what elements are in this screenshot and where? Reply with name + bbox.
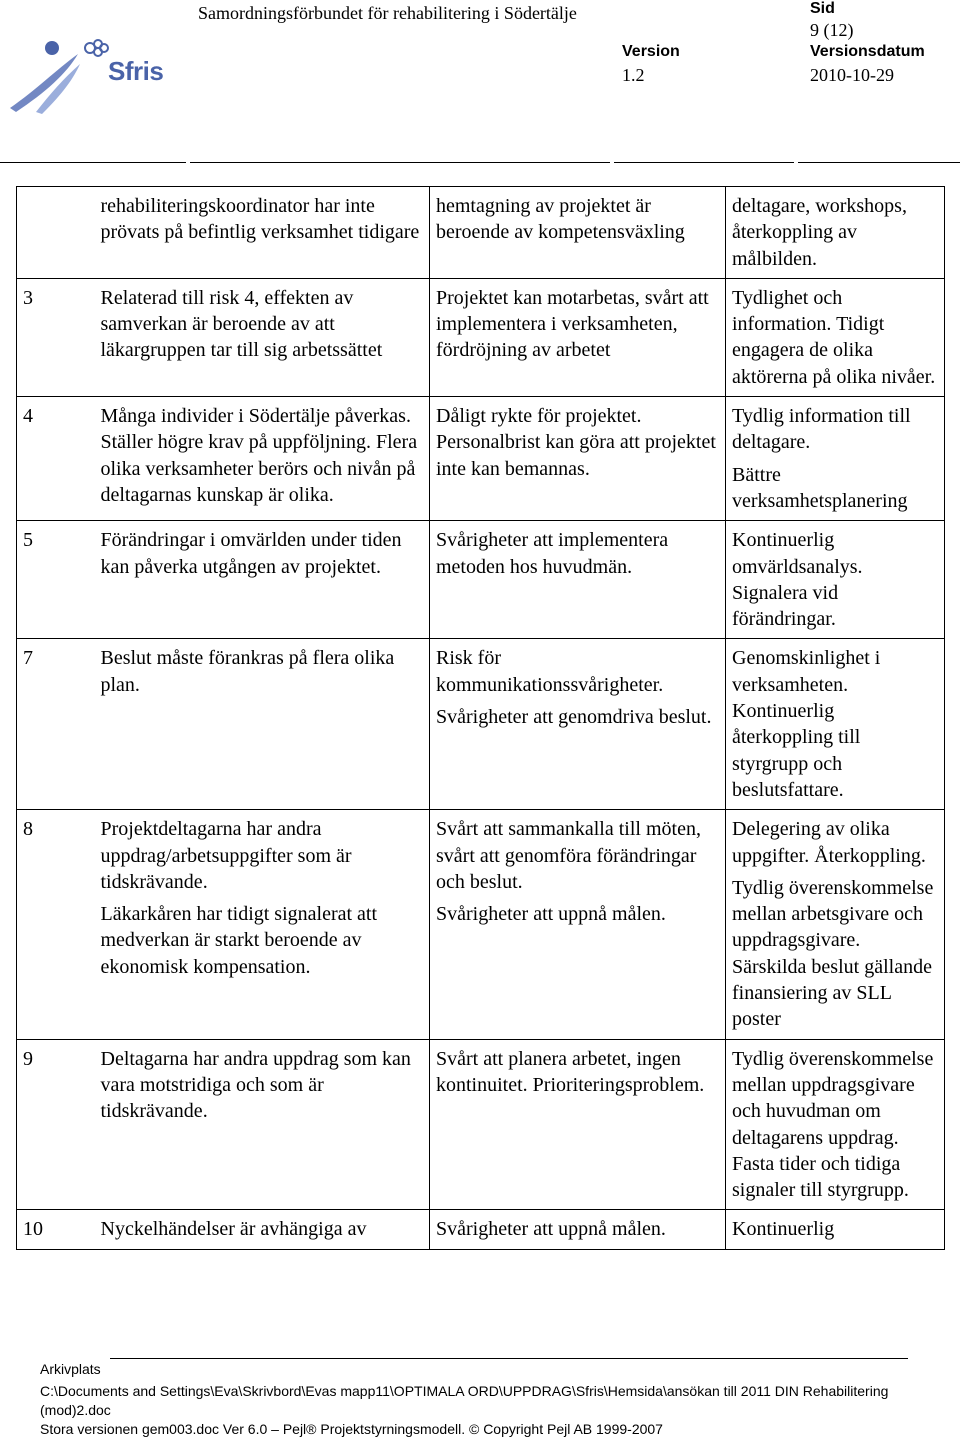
table-row: [17, 1039, 945, 1210]
risk-consequence-cell: [430, 278, 726, 396]
version-value: 1.2: [622, 65, 645, 85]
risk-table: [16, 186, 945, 1250]
header-divider: [190, 162, 610, 163]
table-row: [17, 1210, 945, 1249]
table-row: [17, 187, 945, 279]
risk-number-cell: 4: [17, 397, 97, 521]
risk-action-cell: [726, 1210, 945, 1249]
risk-description-cell: [97, 1039, 430, 1210]
risk-number-cell: 3: [17, 278, 97, 396]
risk-action-cell: [726, 1039, 945, 1210]
cell-paragraph: Svårigheter att uppnå målen.: [436, 1218, 666, 1241]
risk-description-cell: [97, 810, 430, 1039]
table-row: [17, 278, 945, 396]
cell-paragraph: Nyckelhändelser är avhängiga av: [100, 1218, 367, 1241]
risk-consequence-cell: [430, 187, 726, 279]
risk-action-cell: [726, 278, 945, 396]
cell-paragraph: Förändringar i omvärlden under tiden kan påverka utgången av projektet.: [100, 529, 402, 578]
cell-paragraph: deltagare, workshops, återkoppling av målbilden.: [732, 195, 907, 270]
cell-paragraph: Risk för kommunikationssvårigheter.: [436, 647, 664, 696]
cell-paragraph: Kontinuerlig: [732, 1218, 835, 1241]
risk-description-cell: [97, 187, 430, 279]
table-row: [17, 521, 945, 639]
risk-consequence-cell: [430, 1039, 726, 1210]
cell-paragraph: Svårigheter att uppnå målen.: [436, 903, 666, 926]
cell-paragraph: Svårt att planera arbetet, ingen kontinuitet. Prioriteringsproblem.: [436, 1047, 705, 1096]
cell-paragraph: hemtagning av projektet är beroende av kompetensväxling: [436, 195, 685, 244]
cell-paragraph: Tydlig information till deltagare.: [732, 405, 911, 454]
cell-paragraph: Genomskinlighet i verksamheten. Kontinuerlig återkoppling till styrgrupp och beslutsfattare.: [732, 647, 881, 801]
risk-action-cell: [726, 521, 945, 639]
risk-action-cell: [726, 810, 945, 1039]
logo-text: Sfris: [108, 56, 164, 86]
risk-description-cell: [97, 521, 430, 639]
cell-paragraph: Projektdeltagarna har andra uppdrag/arbetsuppgifter som är tidskrävande.: [100, 818, 352, 893]
archive-label: Arkivplats: [40, 1361, 101, 1377]
cell-paragraph: Projektet kan motarbetas, svårt att implementera i verksamheten, fördröjning av arbetet: [436, 286, 709, 362]
header-divider: [614, 162, 794, 163]
risk-number-cell: 7: [17, 639, 97, 810]
version-date-value: 2010-10-29: [810, 65, 894, 85]
footer-divider: [110, 1358, 908, 1359]
page-label: Sid: [810, 0, 835, 17]
cell-paragraph: Dåligt rykte för projektet. Personalbrist kan göra att projektet inte kan bemannas.: [436, 405, 716, 480]
cell-paragraph: Många individer i Södertälje påverkas. Ställer högre krav på uppföljning. Flera olika verksamheter berörs och nivån på deltagarnas kunskap är olika.: [100, 405, 418, 506]
risk-consequence-cell: [430, 639, 726, 810]
risk-action-cell: [726, 397, 945, 521]
cell-paragraph: Beslut måste förankras på flera olika plan.: [100, 647, 395, 696]
risk-number-cell: 10: [17, 1210, 97, 1249]
header-divider: [0, 162, 186, 163]
cell-paragraph: Läkarkåren har tidigt signalerat att medverkan är starkt beroende av ekonomisk kompensation.: [100, 903, 378, 978]
header-divider: [798, 162, 960, 163]
table-row: [17, 639, 945, 810]
version-label: Version: [622, 43, 680, 60]
cell-paragraph: Tydlig överenskommelse mellan arbetsgivare och uppdragsgivare. Särskilda beslut gällande finansiering av SLL poster: [732, 876, 934, 1031]
risk-number-cell: 9: [17, 1039, 97, 1210]
risk-consequence-cell: [430, 397, 726, 521]
organization-name: Samordningsförbundet för rehabilitering i Södertälje: [198, 3, 577, 23]
cell-paragraph: Relaterad till risk 4, effekten av samverkan är beroende av att läkargruppen tar till sig arbetssättet: [100, 286, 383, 362]
template-notice: Stora versionen gem003.doc Ver 6.0 – Pejl® Projektstyrningsmodell. © Copyright Pejl AB 1999-2007: [40, 1421, 663, 1437]
risk-consequence-cell: [430, 1210, 726, 1249]
risk-description-cell: [97, 1210, 430, 1249]
archive-path: C:\Documents and Settings\Eva\Skrivbord\Evas mapp11\OPTIMALA ORD\UPPDRAG\Sfris\Hemsida\ansökan till 2011 DIN Rehabilitering (mod)2.doc: [40, 1383, 889, 1418]
cell-paragraph: Svårt att sammankalla till möten, svårt att genomföra förändringar och beslut.: [436, 818, 701, 893]
cell-paragraph: Delegering av olika uppgifter. Återkoppling.: [732, 818, 926, 867]
cell-paragraph: Svårigheter att implementera metoden hos huvudmän.: [436, 529, 669, 578]
page-number: 9 (12): [810, 20, 854, 40]
risk-number-cell: 5: [17, 521, 97, 639]
cell-paragraph: Svårigheter att genomdriva beslut.: [436, 706, 712, 729]
page-header: [0, 0, 960, 170]
risk-description-cell: [97, 639, 430, 810]
table-row: [17, 810, 945, 1039]
cell-paragraph: Bättre verksamhetsplanering: [732, 463, 908, 512]
risk-number-cell: 8: [17, 810, 97, 1039]
risk-description-cell: [97, 278, 430, 396]
risk-number-cell: [17, 187, 97, 279]
risk-consequence-cell: [430, 810, 726, 1039]
risk-action-cell: [726, 187, 945, 279]
cell-paragraph: Deltagarna har andra uppdrag som kan vara motstridiga och som är tidskrävande.: [100, 1047, 411, 1123]
risk-consequence-cell: [430, 521, 726, 639]
cell-paragraph: rehabiliteringskoordinator har inte prövats på befintlig verksamhet tidigare: [100, 195, 420, 244]
version-date-label: Versionsdatum: [810, 43, 925, 60]
risk-description-cell: [97, 397, 430, 521]
table-row: [17, 397, 945, 521]
cell-paragraph: Tydlig överenskommelse mellan uppdragsgivare och huvudman om deltagarens uppdrag. Fasta tider och tidiga signaler till styrgrupp.: [732, 1047, 934, 1202]
cell-paragraph: Kontinuerlig omvärldsanalys. Signalera vid förändringar.: [732, 529, 863, 631]
cell-paragraph: Tydlighet och information. Tidigt engagera de olika aktörerna på olika nivåer.: [732, 286, 936, 388]
risk-action-cell: [726, 639, 945, 810]
